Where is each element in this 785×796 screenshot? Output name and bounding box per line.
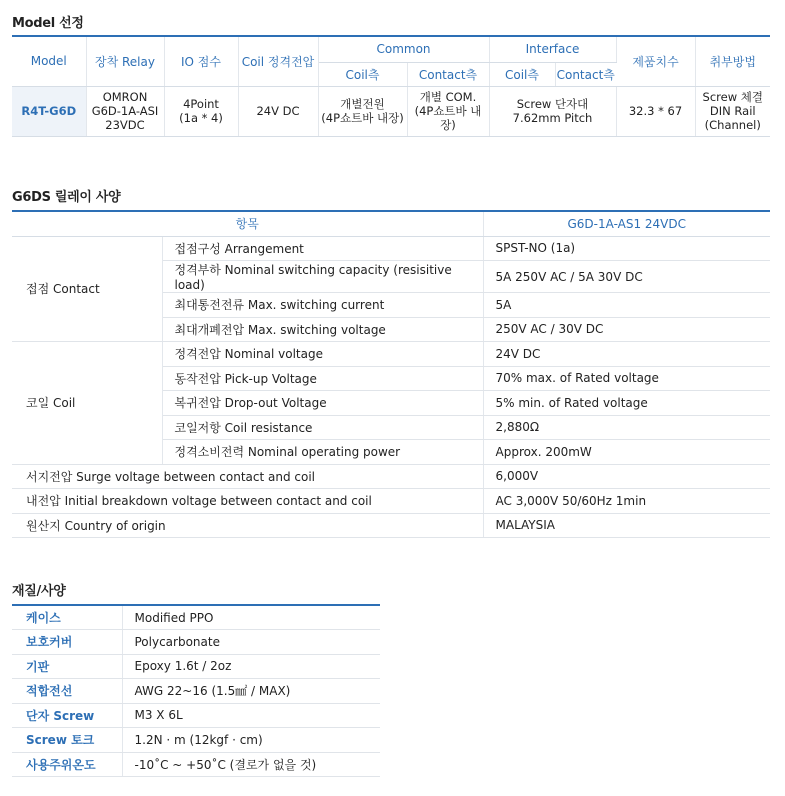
relay-value	[86, 86, 164, 136]
model-value: R4T-G6D	[12, 86, 86, 136]
mount-line-2: DIN Rail	[709, 104, 756, 118]
spec-value: 5A	[483, 293, 770, 318]
material-key: 기판	[12, 654, 122, 679]
spec-item: 접점구성 Arrangement	[162, 236, 483, 261]
spec-value: MALAYSIA	[483, 513, 770, 538]
table-row	[12, 703, 380, 728]
table-row	[12, 342, 770, 367]
material-key: 사용주위온도	[12, 752, 122, 777]
spec-table	[12, 210, 770, 538]
table-row	[12, 489, 770, 514]
material-key: Screw 토크	[12, 728, 122, 753]
model-section-title: Model 선정	[12, 16, 84, 31]
table-row	[12, 630, 380, 655]
spec-value: 5A 250V AC / 5A 30V DC	[483, 261, 770, 293]
spec-value: 24V DC	[483, 342, 770, 367]
spec-value: 6,000V	[483, 464, 770, 489]
spec-value: 2,880Ω	[483, 415, 770, 440]
common-coil-line-2: (4P쇼트바 내장)	[321, 111, 404, 125]
spec-value: 5% min. of Rated voltage	[483, 391, 770, 416]
spec-item: 복귀전압 Drop-out Voltage	[162, 391, 483, 416]
common-contact-value	[407, 86, 489, 136]
header-common-contact: Contact측	[407, 62, 489, 86]
spec-value: 70% max. of Rated voltage	[483, 366, 770, 391]
material-value: Modified PPO	[122, 605, 380, 630]
material-key: 적합전선	[12, 679, 122, 704]
spec-header-value: G6D-1A-AS1 24VDC	[483, 211, 770, 236]
relay-line-1: OMRON	[102, 90, 148, 104]
table-row	[12, 728, 380, 753]
header-interface-coil: Coil측	[489, 62, 555, 86]
header-model: Model	[12, 36, 86, 86]
mount-line-1: Screw 체결	[702, 90, 763, 104]
spec-item: 내전압 Initial breakdown voltage between contact and coil	[12, 489, 483, 514]
size-value: 32.3 * 67	[616, 86, 695, 136]
model-row	[12, 86, 770, 136]
header-common-coil: Coil측	[318, 62, 407, 86]
header-coil-voltage: Coil 정격전압	[238, 36, 318, 86]
material-value: 1.2N · m (12kgf · cm)	[122, 728, 380, 753]
header-interface: Interface	[489, 36, 616, 62]
common-coil-value	[318, 86, 407, 136]
table-row	[12, 654, 380, 679]
spec-item: 정격소비전력 Nominal operating power	[162, 440, 483, 465]
io-value	[164, 86, 238, 136]
mount-line-3: (Channel)	[704, 118, 761, 132]
material-key: 보호커버	[12, 630, 122, 655]
relay-line-2: G6D-1A-ASI	[91, 104, 159, 118]
common-coil-line-1: 개별전원	[340, 97, 385, 111]
spec-item: 코일저항 Coil resistance	[162, 415, 483, 440]
header-io: IO 점수	[164, 36, 238, 86]
spec-section-title: G6DS 릴레이 사양	[12, 190, 121, 205]
material-value: AWG 22~16 (1.5㎟ / MAX)	[122, 679, 380, 704]
spec-item: 동작전압 Pick-up Voltage	[162, 366, 483, 391]
header-mount: 취부방법	[695, 36, 770, 86]
spec-item: 서지전압 Surge voltage between contact and coil	[12, 464, 483, 489]
interface-line-1: Screw 단자대	[516, 97, 589, 111]
spec-value: SPST-NO (1a)	[483, 236, 770, 261]
table-row	[12, 464, 770, 489]
table-row	[12, 605, 380, 630]
io-line-1: 4Point	[183, 97, 219, 111]
material-value: Epoxy 1.6t / 2oz	[122, 654, 380, 679]
relay-line-3: 23VDC	[105, 118, 145, 132]
material-table	[12, 604, 380, 777]
header-common: Common	[318, 36, 489, 62]
material-value: M3 X 6L	[122, 703, 380, 728]
spec-value: Approx. 200mW	[483, 440, 770, 465]
interface-value	[489, 86, 616, 136]
spec-value: 250V AC / 30V DC	[483, 317, 770, 342]
spec-item: 정격전압 Nominal voltage	[162, 342, 483, 367]
common-contact-line-2: (4P쇼트바 내장)	[414, 104, 482, 132]
header-interface-contact: Contact측	[555, 62, 616, 86]
material-value: -10˚C ~ +50˚C (결로가 없을 것)	[122, 752, 380, 777]
coil-group-label: 코일 Coil	[12, 342, 162, 465]
coil-voltage-value: 24V DC	[238, 86, 318, 136]
table-row	[12, 513, 770, 538]
header-size: 제품치수	[616, 36, 695, 86]
table-row	[12, 236, 770, 261]
spec-item: 최대통전전류 Max. switching current	[162, 293, 483, 318]
model-table	[12, 35, 770, 137]
mount-value	[695, 86, 770, 136]
spec-item: 원산지 Country of origin	[12, 513, 483, 538]
material-key: 단자 Screw	[12, 703, 122, 728]
spec-item: 정격부하 Nominal switching capacity (resisitive load)	[162, 261, 483, 293]
header-relay: 장착 Relay	[86, 36, 164, 86]
interface-line-2: 7.62mm Pitch	[512, 111, 593, 125]
contact-group-label: 접점 Contact	[12, 236, 162, 342]
table-row	[12, 752, 380, 777]
io-line-2: (1a * 4)	[179, 111, 223, 125]
common-contact-line-1: 개별 COM.	[419, 90, 477, 104]
table-row	[12, 679, 380, 704]
spec-item: 최대개폐전압 Max. switching voltage	[162, 317, 483, 342]
spec-header-item: 항목	[12, 211, 483, 236]
material-value: Polycarbonate	[122, 630, 380, 655]
material-section-title: 재질/사양	[12, 584, 66, 599]
material-key: 케이스	[12, 605, 122, 630]
spec-value: AC 3,000V 50/60Hz 1min	[483, 489, 770, 514]
